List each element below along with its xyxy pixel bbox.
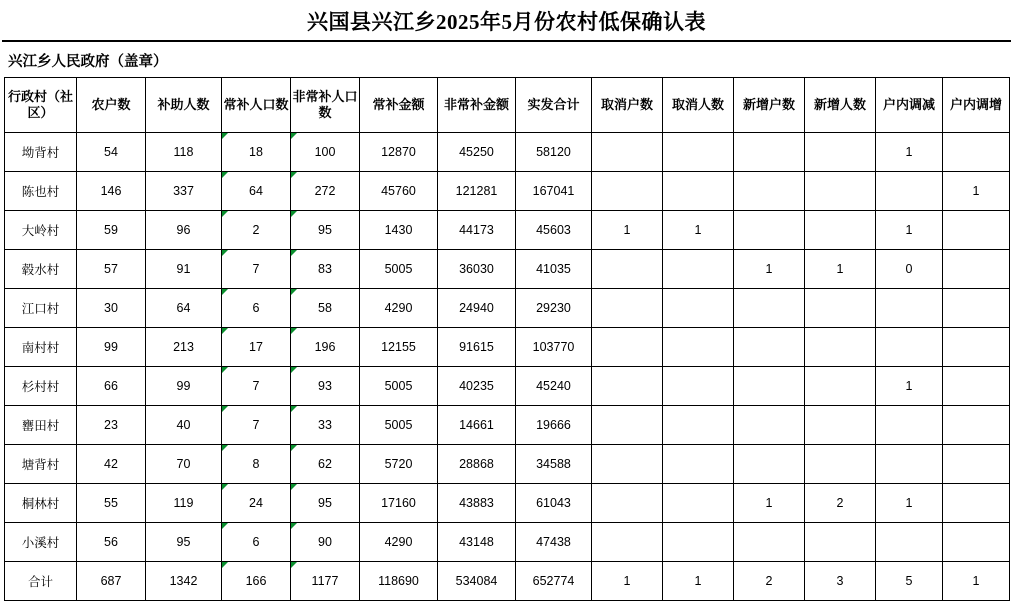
table-cell: 40235 — [438, 367, 516, 406]
table-cell: 7 — [222, 250, 291, 289]
table-cell — [876, 445, 943, 484]
table-cell — [805, 289, 876, 328]
table-cell — [876, 328, 943, 367]
table-cell: 90 — [291, 523, 360, 562]
table-cell: 6 — [222, 289, 291, 328]
table-cell: 45250 — [438, 133, 516, 172]
table-cell: 1177 — [291, 562, 360, 601]
table-cell: 1430 — [360, 211, 438, 250]
table-cell: 18 — [222, 133, 291, 172]
table-cell: 4290 — [360, 289, 438, 328]
row-label-village: 小溪村 — [5, 523, 77, 562]
table-cell — [592, 445, 663, 484]
table-cell: 1 — [734, 250, 805, 289]
table-cell: 70 — [146, 445, 222, 484]
table-cell — [943, 250, 1010, 289]
table-cell: 1 — [943, 562, 1010, 601]
table-cell: 59 — [77, 211, 146, 250]
table-cell: 30 — [77, 289, 146, 328]
table-cell: 6 — [222, 523, 291, 562]
table-cell: 100 — [291, 133, 360, 172]
table-cell: 58 — [291, 289, 360, 328]
table-cell: 5005 — [360, 367, 438, 406]
table-cell: 44173 — [438, 211, 516, 250]
table-cell: 95 — [146, 523, 222, 562]
table-cell: 45240 — [516, 367, 592, 406]
table-cell: 28868 — [438, 445, 516, 484]
table-cell: 47438 — [516, 523, 592, 562]
table-row — [5, 133, 1010, 172]
table-cell: 1 — [663, 562, 734, 601]
table-cell: 12870 — [360, 133, 438, 172]
table-cell: 91615 — [438, 328, 516, 367]
row-label-village: 江口村 — [5, 289, 77, 328]
table-cell: 23 — [77, 406, 146, 445]
table-cell: 5005 — [360, 250, 438, 289]
table-cell: 99 — [146, 367, 222, 406]
column-header-households: 农户数 — [77, 78, 146, 133]
page-title: 兴国县兴江乡2025年5月份农村低保确认表 — [2, 0, 1011, 42]
table-cell: 2 — [734, 562, 805, 601]
table-total-row — [5, 562, 1010, 601]
table-cell — [805, 523, 876, 562]
table-row — [5, 289, 1010, 328]
table-cell: 12155 — [360, 328, 438, 367]
row-label-village: 陈也村 — [5, 172, 77, 211]
table-cell: 99 — [77, 328, 146, 367]
table-cell — [592, 484, 663, 523]
table-cell: 118 — [146, 133, 222, 172]
table-cell: 96 — [146, 211, 222, 250]
table-cell — [663, 445, 734, 484]
table-cell: 93 — [291, 367, 360, 406]
table-cell — [592, 328, 663, 367]
table-cell: 0 — [876, 250, 943, 289]
table-cell — [592, 250, 663, 289]
table-cell — [876, 289, 943, 328]
column-header-added-households: 新增户数 — [734, 78, 805, 133]
table-cell — [592, 367, 663, 406]
table-cell — [805, 406, 876, 445]
table-cell: 1 — [805, 250, 876, 289]
table-cell: 119 — [146, 484, 222, 523]
table-cell — [663, 133, 734, 172]
row-label-village: 罋田村 — [5, 406, 77, 445]
table-row — [5, 367, 1010, 406]
table-cell — [943, 133, 1010, 172]
table-cell: 56 — [77, 523, 146, 562]
table-cell: 40 — [146, 406, 222, 445]
table-cell: 118690 — [360, 562, 438, 601]
table-cell: 41035 — [516, 250, 592, 289]
table-cell: 29230 — [516, 289, 592, 328]
row-label-village: 合计 — [5, 562, 77, 601]
table-body — [5, 133, 1010, 601]
table-cell — [943, 328, 1010, 367]
table-cell: 57 — [77, 250, 146, 289]
table-cell: 62 — [291, 445, 360, 484]
table-row — [5, 484, 1010, 523]
table-cell — [734, 406, 805, 445]
table-cell — [592, 523, 663, 562]
table-cell: 687 — [77, 562, 146, 601]
table-cell — [663, 328, 734, 367]
organization-stamp-label: 兴江乡人民政府（盖章） — [8, 54, 168, 70]
table-cell — [805, 211, 876, 250]
table-cell — [734, 211, 805, 250]
column-header-internal-decrease: 户内调减 — [876, 78, 943, 133]
table-cell — [734, 367, 805, 406]
table-cell: 17 — [222, 328, 291, 367]
table-cell — [663, 289, 734, 328]
table-cell — [805, 328, 876, 367]
table-cell: 1 — [876, 367, 943, 406]
row-label-village: 塘背村 — [5, 445, 77, 484]
column-header-irregular-people: 非常补人口数 — [291, 78, 360, 133]
column-header-internal-increase: 户内调增 — [943, 78, 1010, 133]
table-cell: 7 — [222, 406, 291, 445]
table-cell: 66 — [77, 367, 146, 406]
table-cell — [663, 484, 734, 523]
column-header-regular-people: 常补人口数 — [222, 78, 291, 133]
table-cell: 19666 — [516, 406, 592, 445]
table-row — [5, 172, 1010, 211]
table-cell — [876, 406, 943, 445]
table-cell: 167041 — [516, 172, 592, 211]
table-cell: 146 — [77, 172, 146, 211]
table-cell: 8 — [222, 445, 291, 484]
column-header-added-people: 新增人数 — [805, 78, 876, 133]
table-cell: 55 — [77, 484, 146, 523]
table-cell — [734, 445, 805, 484]
row-label-village: 大岭村 — [5, 211, 77, 250]
table-cell: 83 — [291, 250, 360, 289]
table-cell: 43883 — [438, 484, 516, 523]
table-row — [5, 328, 1010, 367]
table-cell: 64 — [222, 172, 291, 211]
table-cell: 213 — [146, 328, 222, 367]
table-cell — [592, 406, 663, 445]
table-cell: 95 — [291, 211, 360, 250]
row-label-village: 杉村村 — [5, 367, 77, 406]
column-header-total-paid: 实发合计 — [516, 78, 592, 133]
table-cell: 95 — [291, 484, 360, 523]
column-header-subsidized-people: 补助人数 — [146, 78, 222, 133]
table-cell: 196 — [291, 328, 360, 367]
table-cell: 1 — [876, 211, 943, 250]
table-cell: 45760 — [360, 172, 438, 211]
table-cell: 1 — [592, 211, 663, 250]
table-cell — [943, 367, 1010, 406]
table-cell: 34588 — [516, 445, 592, 484]
table-cell: 54 — [77, 133, 146, 172]
table-cell: 4290 — [360, 523, 438, 562]
table-cell — [943, 484, 1010, 523]
table-header-row — [5, 78, 1010, 133]
table-cell: 33 — [291, 406, 360, 445]
table-row — [5, 250, 1010, 289]
subsistence-allowance-table — [4, 77, 1010, 601]
table-cell: 24940 — [438, 289, 516, 328]
table-cell — [805, 172, 876, 211]
table-row — [5, 211, 1010, 250]
table-cell — [734, 328, 805, 367]
table-cell: 337 — [146, 172, 222, 211]
table-cell: 7 — [222, 367, 291, 406]
table-cell: 58120 — [516, 133, 592, 172]
table-cell: 1 — [876, 133, 943, 172]
row-label-village: 桐林村 — [5, 484, 77, 523]
table-cell — [943, 406, 1010, 445]
table-cell — [592, 133, 663, 172]
table-cell: 1 — [663, 211, 734, 250]
column-header-cancelled-households: 取消户数 — [592, 78, 663, 133]
table-cell — [943, 523, 1010, 562]
table-cell — [734, 289, 805, 328]
table-cell — [805, 445, 876, 484]
table-cell — [876, 172, 943, 211]
table-cell: 64 — [146, 289, 222, 328]
table-cell: 166 — [222, 562, 291, 601]
table-cell: 1342 — [146, 562, 222, 601]
table-cell — [876, 523, 943, 562]
table-cell — [734, 172, 805, 211]
table-cell: 3 — [805, 562, 876, 601]
column-header-regular-amount: 常补金额 — [360, 78, 438, 133]
table-cell — [663, 172, 734, 211]
table-cell: 1 — [876, 484, 943, 523]
table-cell: 652774 — [516, 562, 592, 601]
table-cell: 24 — [222, 484, 291, 523]
table-cell — [663, 367, 734, 406]
table-cell: 2 — [222, 211, 291, 250]
table-cell: 43148 — [438, 523, 516, 562]
table-cell — [592, 172, 663, 211]
table-cell: 103770 — [516, 328, 592, 367]
table-cell: 5720 — [360, 445, 438, 484]
table-cell: 42 — [77, 445, 146, 484]
table-cell: 14661 — [438, 406, 516, 445]
table-row — [5, 523, 1010, 562]
table-cell — [734, 133, 805, 172]
table-cell: 1 — [943, 172, 1010, 211]
row-label-village: 南村村 — [5, 328, 77, 367]
table-cell — [805, 133, 876, 172]
table-cell — [943, 289, 1010, 328]
table-cell — [943, 211, 1010, 250]
row-label-village: 毂水村 — [5, 250, 77, 289]
table-cell — [663, 523, 734, 562]
table-cell: 91 — [146, 250, 222, 289]
table-cell — [663, 250, 734, 289]
table-cell: 17160 — [360, 484, 438, 523]
table-cell: 121281 — [438, 172, 516, 211]
table-cell: 1 — [734, 484, 805, 523]
table-cell — [734, 523, 805, 562]
table-row — [5, 445, 1010, 484]
table-row — [5, 406, 1010, 445]
column-header-cancelled-people: 取消人数 — [663, 78, 734, 133]
table-cell — [592, 289, 663, 328]
column-header-irregular-amount: 非常补金额 — [438, 78, 516, 133]
table-cell: 36030 — [438, 250, 516, 289]
table-cell: 1 — [592, 562, 663, 601]
table-cell: 61043 — [516, 484, 592, 523]
table-cell: 272 — [291, 172, 360, 211]
table-cell — [663, 406, 734, 445]
table-cell — [943, 445, 1010, 484]
table-cell: 45603 — [516, 211, 592, 250]
table-cell — [805, 367, 876, 406]
table-cell: 5005 — [360, 406, 438, 445]
table-cell: 5 — [876, 562, 943, 601]
column-header-village: 行政村（社区） — [5, 78, 77, 133]
table-cell: 534084 — [438, 562, 516, 601]
table-cell: 2 — [805, 484, 876, 523]
row-label-village: 坳背村 — [5, 133, 77, 172]
